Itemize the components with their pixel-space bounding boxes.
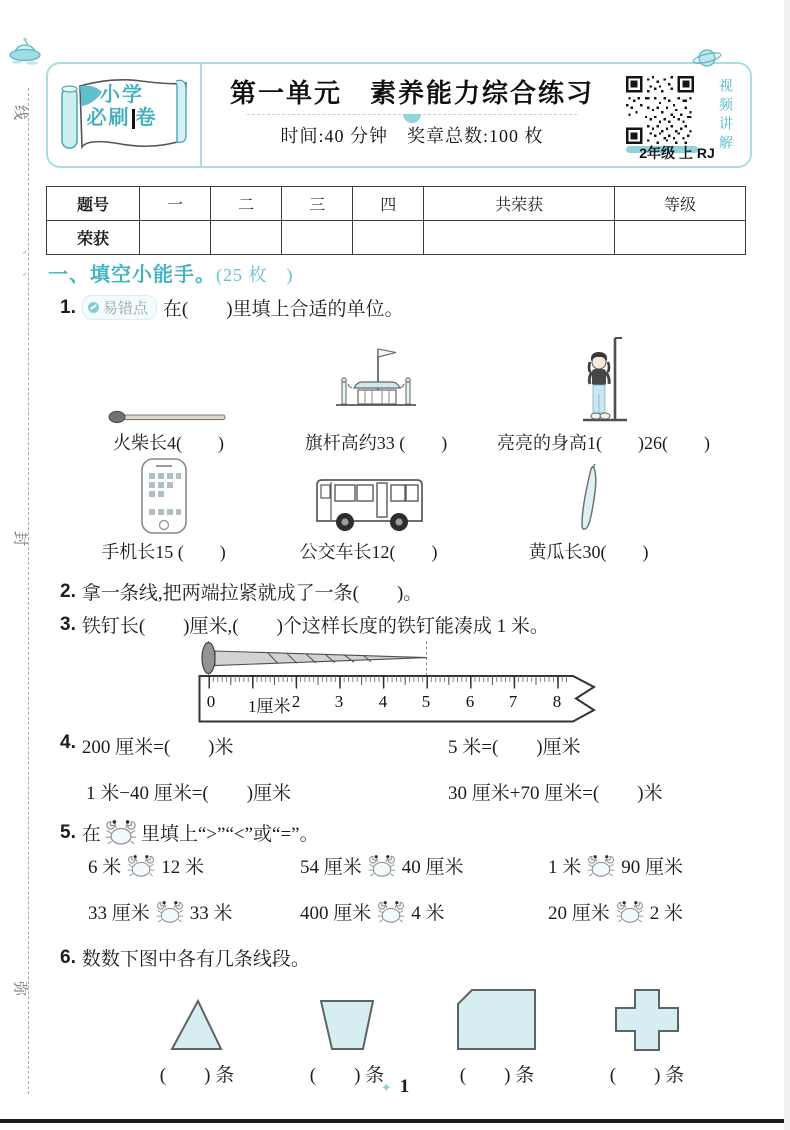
error-prone-icon [88,302,99,313]
logo-bar [132,109,135,129]
comparison-item [548,898,683,925]
ruler-label-5: 5 [421,692,431,711]
child-height-label: 亮亮的身高1( )26( ) [497,433,710,453]
phone-label: 手机长15 ( ) [101,542,226,562]
page-title: 第一单元 素养能力综合练习 [229,78,594,108]
qr-code [626,76,696,153]
comparison-right: 33 米 [189,903,233,924]
question-1-figures-row1 [66,336,726,455]
conversion-item: 1 米−40 厘米=( )厘米 [86,783,292,804]
title-divider [247,114,577,115]
score-header-cell: 题号 [47,187,140,221]
comparison-right: 4 米 [411,903,445,924]
logo-line2a: 必刷 [86,107,131,129]
binding-char: 弥 [11,980,28,996]
question-3 [60,611,549,638]
ruler-label-6: 6 [465,692,475,711]
conversion-item: 5 米=( )厘米 [448,737,581,758]
crab-icon [126,853,156,879]
comparison-left: 33 厘米 [88,903,150,924]
binding-mark: 丶 [17,268,29,279]
flagpole-label: 旗杆高约33 ( ) [304,433,448,453]
question-6-text: 数数下图中各有几条线段。 [81,949,310,970]
conversion-item: 200 厘米=( )米 [81,737,234,758]
logo-line1: 小学 [100,84,144,106]
ruler-label-3: 3 [334,692,344,711]
section-1-title [48,258,294,287]
score-table-value-row [47,221,746,255]
comparison-right: 40 厘米 [401,857,464,878]
section-1-name: 一、填空小能手。 [48,264,216,286]
logo-text [78,84,166,130]
binding-line [28,88,29,1094]
score-empty-cell [211,221,282,255]
binding-char: 封 [11,530,28,546]
comparison-item [548,852,683,879]
ruler-label-1cm: 1厘米 [248,697,291,716]
phone-icon [140,457,188,535]
comparison-left: 400 厘米 [300,903,372,924]
score-empty-cell [424,221,615,255]
comparison-item [88,898,300,925]
conversion-item: 30 厘米+70 厘米=( )米 [448,783,663,804]
segment-count-label: ( ) 条 [309,1065,385,1086]
question-4-number: 4. [60,732,76,753]
child-height-icon [575,336,633,426]
score-header-cell: 四 [353,187,424,221]
question-6-shapes [122,980,722,1087]
comparison-right: 90 厘米 [621,857,684,878]
ruler-label-7: 7 [508,692,518,711]
nail-icon [198,640,448,677]
question-1-text: 在( )里填上合适的单位。 [162,299,404,320]
error-prone-label: 易错点 [102,301,148,317]
score-empty-cell [140,221,211,255]
binding-mark: 丶 [17,246,29,257]
bus-label: 公交车长12( ) [299,542,438,562]
question-2-text: 拿一条线,把两端拉紧就成了一条( )。 [81,583,423,604]
flagpole-icon [334,346,418,426]
page-number: 1 [399,1076,410,1097]
match-label: 火柴长4( ) [113,433,224,453]
comparison-left: 20 厘米 [548,903,610,924]
crab-icon [367,853,397,879]
score-header-cell: 等级 [615,187,746,221]
question-5-row2 [88,898,750,925]
comparison-item [88,852,300,879]
score-header-cell: 一 [140,187,211,221]
ruler-label-8: 8 [552,692,562,711]
cucumber-icon [576,463,602,535]
crab-icon [376,899,406,925]
question-5-number: 5. [60,821,76,843]
score-header-cell: 三 [282,187,353,221]
question-2-number: 2. [60,580,76,602]
question-5-text-suffix: 里填上“>”“<”或“=”。 [140,824,319,845]
ruler-label-2: 2 [291,692,301,711]
score-empty-cell [282,221,353,255]
crab-icon [615,899,645,925]
question-1-figures-row2 [66,455,706,564]
header [46,62,752,168]
comparison-right: 2 米 [649,903,684,924]
question-3-text: 铁钉长( )厘米,( )个这样长度的铁钉能凑成 1 米。 [81,616,549,637]
score-empty-cell [353,221,424,255]
comparison-left: 1 米 [548,857,582,878]
phone-item [66,455,261,564]
trapezoid-shape [318,998,376,1052]
page-number-area [0,1076,790,1098]
crab-icon [586,853,616,879]
brand-logo [48,64,202,166]
pentagon-item [422,980,572,1087]
question-6 [60,944,310,971]
edition-label: 2年级 上 RJ [639,145,715,161]
triangle-item [122,980,272,1087]
cucumber-item [476,455,701,564]
question-4 [60,732,752,805]
pentagon-shape [456,988,538,1052]
comparison-item [300,898,548,925]
error-prone-badge [82,295,157,320]
match-icon [107,408,231,426]
planet-icon [690,46,724,70]
comparison-right: 12 米 [161,857,205,878]
ruler-label-4: 4 [378,692,388,711]
binding-char: 线 [11,104,28,120]
ufo-icon [5,36,43,66]
question-1-number: 1. [60,296,76,318]
question-5 [60,818,319,847]
comparison-left: 54 厘米 [300,857,362,878]
cross-shape [614,988,680,1052]
flagpole-item [271,336,481,455]
logo-line2b: 卷 [135,107,158,129]
question-1 [60,294,404,321]
score-header-cell: 二 [211,187,282,221]
question-2 [60,578,422,605]
section-1-score: (25 枚 ) [216,265,294,285]
page-edge [784,0,790,1130]
comparison-item [300,852,548,879]
segment-count-label: ( ) 条 [459,1065,535,1086]
question-5-text-prefix: 在 [81,824,101,845]
nail-ruler-figure [198,640,600,726]
bus-item [261,455,476,564]
ruler-label-0: 0 [206,692,216,711]
triangle-shape [168,998,226,1052]
trapezoid-item [272,980,422,1087]
score-table [46,186,746,255]
bus-icon [313,473,425,535]
crab-icon [155,899,185,925]
score-header-cell: 共荣获 [424,187,615,221]
question-5-row1 [88,852,750,879]
cucumber-label: 黄瓜长30( ) [528,542,649,562]
child-height-item [481,336,726,455]
score-empty-cell [615,221,746,255]
match-item [66,336,271,455]
score-row-label: 荣获 [47,221,140,255]
question-3-number: 3. [60,613,76,635]
question-6-number: 6. [60,946,76,968]
time-and-score-info: 时间:40 分钟 奖章总数:100 枚 [280,126,544,146]
segment-count-label: ( ) 条 [609,1065,685,1086]
score-table-header-row [47,187,746,221]
bottom-border [0,1119,790,1123]
video-explanation-label: 视频讲解 [718,78,734,154]
crab-icon [104,818,138,847]
segment-count-label: ( ) 条 [159,1065,235,1086]
comparison-left: 6 米 [88,857,122,878]
cross-item [572,980,722,1087]
sparkle-icon: ✦ [380,1080,392,1095]
